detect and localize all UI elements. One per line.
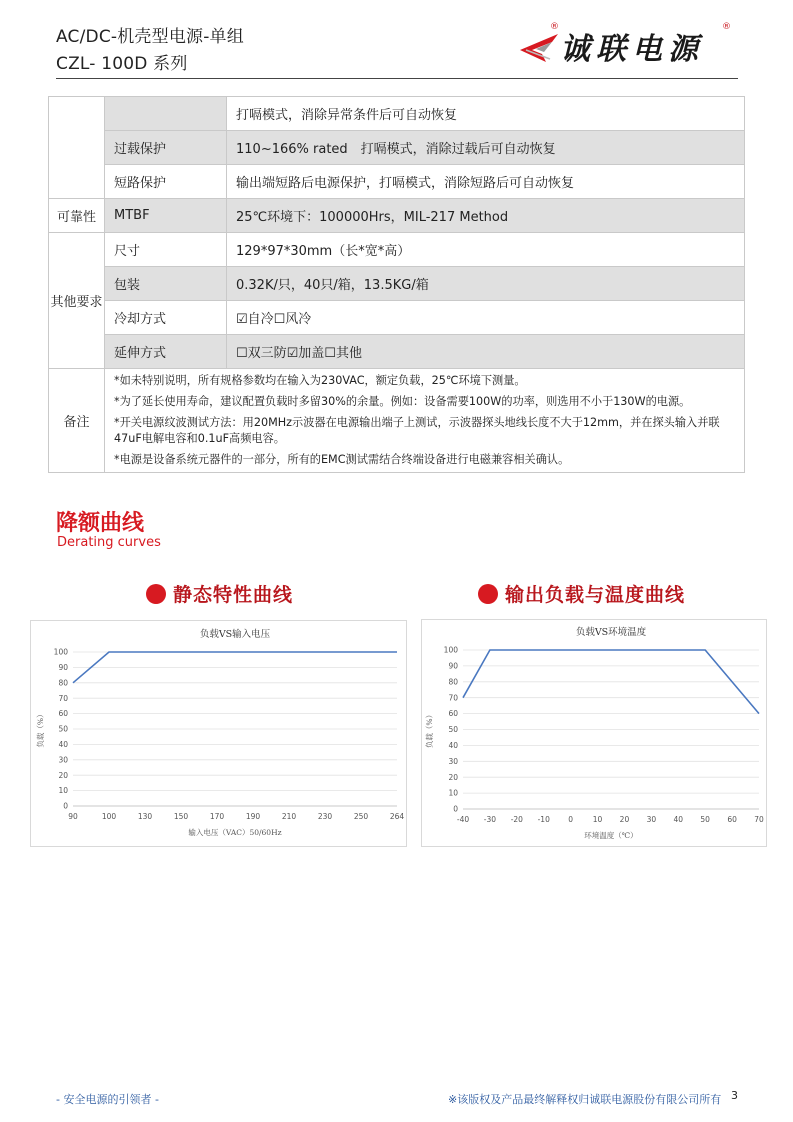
chart-heading-right-text: 输出负载与温度曲线: [505, 584, 686, 606]
table-cell: [49, 97, 105, 199]
table-row: [49, 267, 745, 301]
y-tick-label: 30: [58, 755, 68, 765]
y-axis-title: 负载（%）: [36, 710, 45, 748]
chart-voltage: [30, 620, 407, 847]
table-cell: 110~166% rated 打嗝模式，消除过载后可自动恢复: [227, 131, 745, 165]
x-tick-label: 50: [700, 815, 710, 824]
x-tick-label: -30: [483, 815, 497, 824]
y-tick-label: 10: [58, 786, 68, 796]
y-tick-label: 20: [58, 770, 68, 780]
x-tick-label: -10: [537, 815, 550, 824]
table-row: [49, 233, 745, 267]
x-tick-label: 190: [245, 812, 261, 821]
table-row: [49, 335, 745, 369]
chart-heading-right: [478, 580, 685, 607]
y-tick-label: 80: [58, 678, 68, 688]
company-logo-text: 诚联电源: [560, 32, 704, 67]
table-row: [49, 165, 745, 199]
chart-heading-left-text: 静态特性曲线: [173, 584, 294, 606]
y-tick-label: 50: [58, 724, 68, 734]
table-cell: [105, 97, 227, 131]
note-item: *电源是设备系统元器件的一部分，所有的EMC测试需结合终端设备进行电磁兼容相关确认。: [114, 453, 570, 466]
x-tick-label: 20: [619, 815, 630, 824]
table-cell: 尺寸: [105, 233, 227, 267]
y-axis-title: 负载（%）: [425, 710, 434, 749]
x-tick-label: 130: [137, 812, 153, 821]
chart-temperature-svg: [422, 620, 766, 846]
x-axis-title: 输入电压（VAC）50/60Hz: [188, 828, 282, 837]
x-tick-label: -40: [456, 815, 470, 824]
y-tick-label: 30: [448, 756, 458, 766]
chart-heading-left: [146, 580, 293, 607]
table-category: 可靠性: [49, 199, 105, 233]
footer-slogan: - 安全电源的引领者 -: [56, 1093, 159, 1106]
chart-voltage-svg: [31, 621, 406, 846]
y-tick-label: 70: [448, 693, 458, 703]
y-tick-label: 60: [448, 709, 458, 719]
header-rule: [56, 78, 738, 79]
y-tick-label: 40: [448, 741, 458, 750]
table-cell: 打嗝模式，消除异常条件后可自动恢复: [227, 97, 745, 131]
table-cell: 过载保护: [105, 131, 227, 165]
table-cell: 129*97*30mm（长*宽*高）: [227, 233, 745, 267]
table-row: [49, 301, 745, 335]
x-tick-label: 0: [568, 815, 574, 824]
y-tick-label: 100: [443, 645, 458, 655]
x-tick-label: 70: [754, 815, 764, 824]
x-tick-label: 264: [389, 812, 405, 821]
x-tick-label: 90: [68, 812, 78, 821]
y-tick-label: 0: [453, 804, 458, 814]
table-cell: 冷却方式: [105, 301, 227, 335]
x-tick-label: 10: [592, 815, 603, 824]
x-tick-label: -20: [510, 815, 523, 824]
x-tick-label: 100: [101, 812, 117, 821]
table-row: [49, 131, 745, 165]
table-category: 其他要求: [49, 233, 105, 369]
registered-mark: ®: [550, 22, 559, 32]
doc-series: CZL- 100D 系列: [56, 54, 188, 74]
y-tick-label: 70: [58, 693, 68, 703]
company-logo-mark: [512, 32, 562, 64]
y-tick-label: 20: [448, 772, 458, 782]
chart-temperature: [421, 619, 767, 847]
section-subtitle: Derating curves: [57, 535, 161, 550]
y-tick-label: 60: [58, 709, 68, 719]
notes-cell: [105, 369, 745, 473]
table-cell: 短路保护: [105, 165, 227, 199]
x-tick-label: 230: [317, 812, 333, 821]
notes-label: 备注: [49, 369, 105, 473]
table-cell: 25℃环境下：100000Hrs，MIL-217 Method: [227, 199, 745, 233]
y-tick-label: 0: [63, 801, 68, 811]
note-item: *为了延长使用寿命，建议配置负载时多留30%的余量。例如：设备需要100W的功率，则选用不小于130W的电源。: [114, 395, 691, 408]
x-tick-label: 170: [209, 812, 225, 821]
section-title: 降额曲线: [56, 511, 145, 536]
note-item: *开关电源纹波测试方法：用20MHz示波器在电源输出端子上测试，示波器探头地线长度不大于12mm，并在探头输入并联47uF电解电容和0.1uF高频电容。: [114, 416, 720, 445]
x-tick-label: 30: [646, 815, 657, 824]
table-row: [49, 199, 745, 233]
x-tick-label: 210: [281, 812, 297, 821]
bullet-dot-icon: [478, 584, 498, 604]
table-cell: MTBF: [105, 199, 227, 233]
chart-title: 负载VS输入电压: [199, 629, 271, 640]
x-tick-label: 250: [353, 812, 369, 821]
y-tick-label: 100: [53, 647, 68, 657]
table-row: [49, 369, 745, 473]
table-cell: ☑自冷☐风冷: [227, 301, 745, 335]
y-tick-label: 40: [58, 740, 68, 749]
x-tick-label: 60: [727, 815, 737, 824]
registered-mark-2: ®: [722, 22, 731, 32]
doc-title: AC/DC-机壳型电源-单组: [56, 27, 244, 47]
table-row: [49, 97, 745, 131]
table-cell: ☐双三防☑加盖☐其他: [227, 335, 745, 369]
y-tick-label: 80: [448, 677, 458, 687]
y-tick-label: 90: [448, 661, 458, 671]
note-item: *如未特别说明，所有规格参数均在输入为230VAC，额定负载，25℃环境下测量。: [114, 374, 526, 387]
y-tick-label: 10: [448, 788, 458, 798]
bullet-dot-icon: [146, 584, 166, 604]
chart-title: 负载VS环境温度: [575, 627, 647, 638]
x-tick-label: 40: [673, 815, 684, 824]
page-number: 3: [731, 1089, 738, 1102]
table-cell: 延伸方式: [105, 335, 227, 369]
x-axis-title: 环境温度（℃）: [584, 831, 638, 840]
table-cell: 输出端短路后电源保护，打嗝模式，消除短路后可自动恢复: [227, 165, 745, 199]
y-tick-label: 90: [58, 663, 68, 672]
x-tick-label: 150: [173, 812, 189, 821]
table-cell: 0.32K/只，40只/箱，13.5KG/箱: [227, 267, 745, 301]
spec-table: [48, 96, 745, 473]
table-cell: 包装: [105, 267, 227, 301]
footer-copyright: ※该版权及产品最终解释权归诚联电源股份有限公司所有: [448, 1093, 722, 1106]
y-tick-label: 50: [448, 725, 458, 735]
